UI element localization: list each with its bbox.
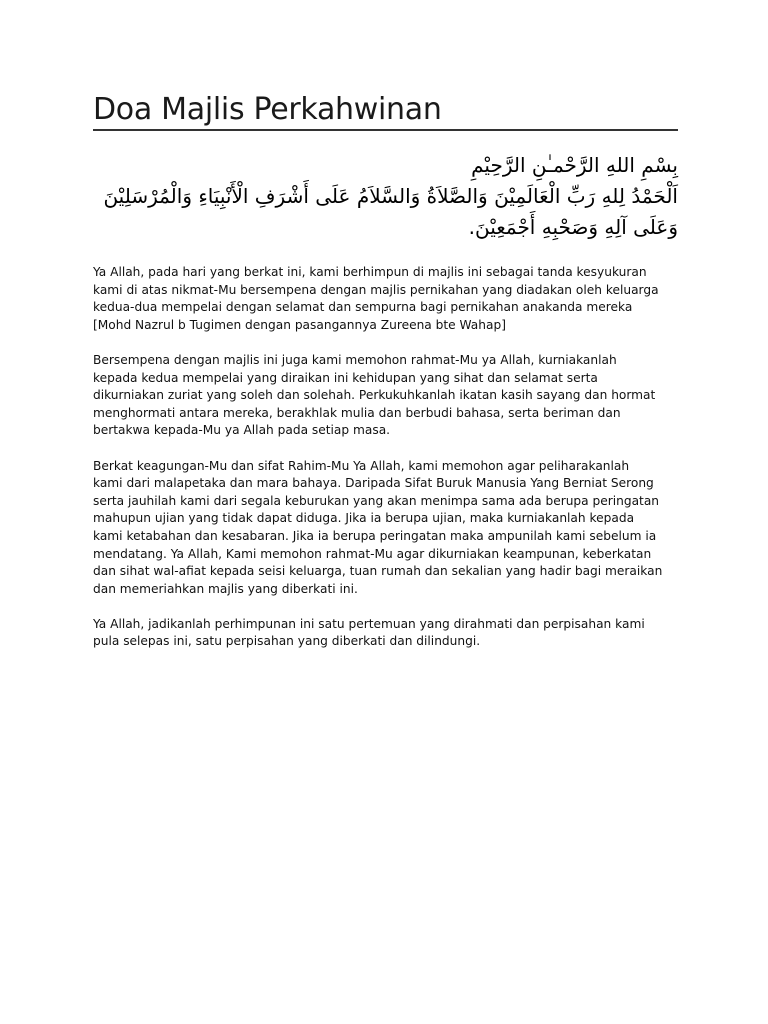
paragraph-line: dan sihat wal-afiat kepada seisi keluarga, tuan rumah dan sekalian yang hadir bagi meraikan: [93, 564, 663, 579]
paragraph-line: serta jauhilah kami dari segala keburukan yang akan menimpa sama ada berupa peringatan: [93, 493, 660, 508]
paragraph-closing: [93, 616, 683, 651]
paragraph-line: dikurniakan zuriat yang soleh dan solehah. Perkukuhkanlah ikatan kasih sayang dan hormat: [93, 388, 656, 403]
paragraph-line: Bersempena dengan majlis ini juga kami memohon rahmat-Mu ya Allah, kurniakanlah: [93, 352, 617, 367]
paragraph-line: bertakwa kepada-Mu ya Allah pada setiap masa.: [93, 423, 391, 438]
paragraph-line: mahupun ujian yang tidak dapat diduga. Jika ia berupa ujian, maka kurniakanlah kepada: [93, 511, 635, 526]
paragraph-opening: [93, 264, 683, 334]
paragraph-line: kami dari malapetaka dan mara bahaya. Daripada Sifat Buruk Manusia Yang Berniat Serong: [93, 476, 654, 491]
title-underline: [93, 129, 678, 131]
paragraph-line: Berkat keagungan-Mu dan sifat Rahim-Mu Ya Allah, kami memohon agar peliharakanlah: [93, 458, 630, 473]
paragraph-blessing: [93, 352, 683, 440]
document-title: Doa Majlis Perkahwinan: [93, 92, 442, 127]
paragraph-line: dan memeriahkan majlis yang diberkati ini.: [93, 581, 358, 596]
paragraph-line: menghormati antara mereka, berakhlak mulia dan berbudi bahasa, serta beriman dan: [93, 405, 621, 420]
arabic-line-basmala: بِسْمِ اللهِ الرَّحْمـٰنِ الرَّحِيْمِ: [471, 153, 678, 177]
paragraph-line: [Mohd Nazrul b Tugimen dengan pasangannya Zureena bte Wahap]: [93, 317, 506, 332]
arabic-opening-prayer: [93, 150, 678, 243]
paragraph-protection: [93, 458, 683, 599]
arabic-line-salawat: وَعَلَى آلِهِ وَصَحْبِهِ أَجْمَعِيْنَ.: [468, 215, 678, 239]
paragraph-line: kepada kedua mempelai yang diraikan ini kehidupan yang sihat dan selamat serta: [93, 370, 598, 385]
prayer-body: [93, 264, 683, 669]
arabic-line-hamdalah: اَلْحَمْدُ لِلهِ رَبِّ الْعَالَمِيْنَ وَالصَّلاَةُ وَالسَّلاَمُ عَلَى أَشْرَفِ الْأَنْبِيَاءِ وَالْمُرْسَلِيْنَ: [103, 184, 678, 208]
paragraph-line: kami di atas nikmat-Mu bersempena dengan majlis pernikahan yang diadakan oleh keluarga: [93, 282, 659, 297]
paragraph-line: pula selepas ini, satu perpisahan yang diberkati dan dilindungi.: [93, 634, 481, 649]
paragraph-line: mendatang. Ya Allah, Kami memohon rahmat-Mu agar dikurniakan keampunan, keberkatan: [93, 546, 652, 561]
paragraph-line: Ya Allah, jadikanlah perhimpunan ini satu pertemuan yang dirahmati dan perpisahan kami: [93, 616, 645, 631]
paragraph-line: kedua-dua mempelai dengan selamat dan sempurna bagi pernikahan anakanda mereka: [93, 300, 633, 315]
paragraph-line: Ya Allah, pada hari yang berkat ini, kami berhimpun di majlis ini sebagai tanda kesyukuran: [93, 265, 647, 279]
paragraph-line: kami ketabahan dan kesabaran. Jika ia berupa peringatan maka ampunilah kami sebelum ia: [93, 528, 657, 543]
